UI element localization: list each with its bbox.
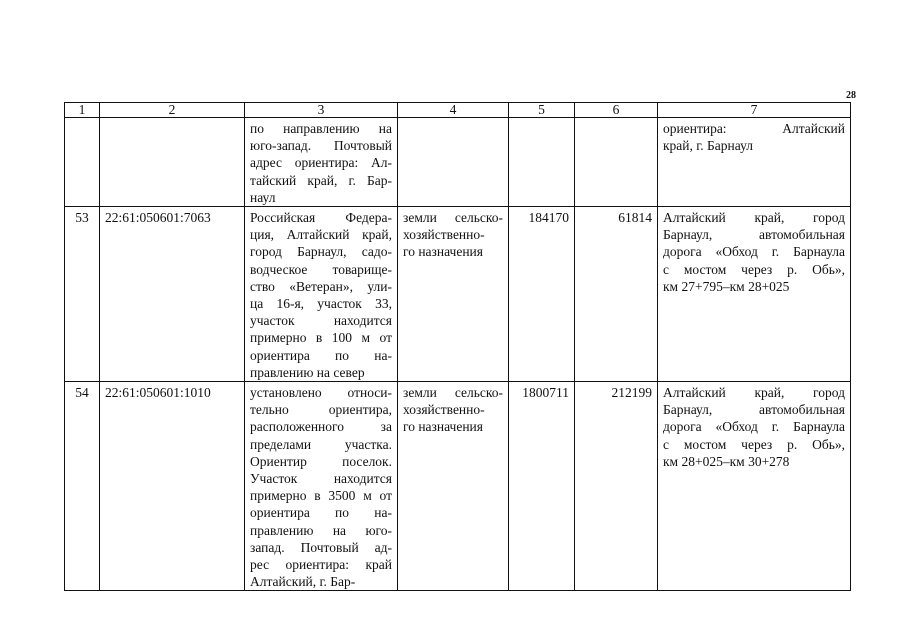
location-cell-line: ориентира по на- xyxy=(250,347,392,363)
location-cell-line: водческое товарище- xyxy=(250,261,392,277)
location-cell-line: запад. Почтовый ад- xyxy=(250,539,392,555)
column-header: 6 xyxy=(575,103,658,118)
land-category-cell xyxy=(398,207,509,382)
location-cell-line: адрес ориентира: Ал- xyxy=(250,155,392,171)
location-cell-line: правлению на юго- xyxy=(250,522,392,538)
location-cell-line: наул xyxy=(250,189,276,205)
road-location-cell-line: дорога «Обход г. Барнаула xyxy=(663,244,845,260)
location-cell-line: Российская Федера- xyxy=(250,210,392,226)
location-cell-line: тайский край, г. Бар- xyxy=(250,172,392,188)
location-cell-line: ция, Алтайский край, xyxy=(250,227,392,243)
table-row xyxy=(65,382,851,591)
land-category-cell-line: земли сельско- xyxy=(403,385,503,401)
value-cell: 61814 xyxy=(575,207,658,382)
road-location-cell-line: Барнаул, автомобильная xyxy=(663,402,845,418)
road-location-cell xyxy=(658,207,851,382)
column-number-row xyxy=(65,103,851,118)
row-number-cell: 53 xyxy=(65,207,100,382)
location-cell-line: пределами участка. xyxy=(250,436,392,452)
column-header: 3 xyxy=(245,103,398,118)
location-cell-line: примерно в 3500 м от xyxy=(250,488,392,504)
column-header: 2 xyxy=(100,103,245,118)
location-cell-line: Участок находится xyxy=(250,471,392,487)
column-header: 4 xyxy=(398,103,509,118)
cadastral-number-cell: 22:61:050601:7063 xyxy=(100,207,245,382)
location-cell xyxy=(245,382,398,591)
area-cell: 184170 xyxy=(509,207,575,382)
location-cell-line: установлено относи- xyxy=(250,385,392,401)
location-cell-line: примерно в 100 м от xyxy=(250,330,392,346)
table-row xyxy=(65,207,851,382)
road-location-cell xyxy=(658,382,851,591)
location-cell xyxy=(245,118,398,207)
location-cell xyxy=(245,207,398,382)
land-category-cell-line: го назначения xyxy=(403,244,483,260)
road-location-cell-line: км 27+795–км 28+025 xyxy=(663,278,790,294)
cadastral-number-cell xyxy=(100,118,245,207)
row-number-cell: 54 xyxy=(65,382,100,591)
column-header: 7 xyxy=(658,103,851,118)
land-category-cell-line: земли сельско- xyxy=(403,210,503,226)
road-location-cell-line: с мостом через р. Обь», xyxy=(663,436,845,452)
cadastral-number-cell: 22:61:050601:1010 xyxy=(100,382,245,591)
value-cell xyxy=(575,118,658,207)
road-location-cell-line: Барнаул, автомобильная xyxy=(663,227,845,243)
road-location-cell xyxy=(658,118,851,207)
value-cell: 212199 xyxy=(575,382,658,591)
row-number-cell xyxy=(65,118,100,207)
land-category-cell-line: хозяйственно- xyxy=(403,402,485,418)
land-category-cell-line: го назначения xyxy=(403,419,483,435)
location-cell-line: город Барнаул, садо- xyxy=(250,244,392,260)
table-row xyxy=(65,118,851,207)
land-plots-table xyxy=(64,102,851,591)
land-category-cell-line: хозяйственно- xyxy=(403,227,485,243)
road-location-cell-line: дорога «Обход г. Барнаула xyxy=(663,419,845,435)
location-cell-line: юго-запад. Почтовый xyxy=(250,138,392,154)
road-location-cell-line: край, г. Барнаул xyxy=(663,138,753,154)
location-cell-line: расположенного за xyxy=(250,419,392,435)
location-cell-line: правлению на север xyxy=(250,364,365,380)
road-location-cell-line: Алтайский край, город xyxy=(663,385,845,401)
location-cell-line: ориентира по на- xyxy=(250,505,392,521)
road-location-cell-line: Алтайский край, город xyxy=(663,210,845,226)
location-cell-line: тельно ориентира, xyxy=(250,402,392,418)
road-location-cell-line: ориентира: Алтайский xyxy=(663,121,845,136)
location-cell-line: рес ориентира: край xyxy=(250,557,392,573)
area-cell xyxy=(509,118,575,207)
column-header: 1 xyxy=(65,103,100,118)
column-header: 5 xyxy=(509,103,575,118)
location-cell-line: ство «Ветеран», ули- xyxy=(250,278,392,294)
location-cell-line: Алтайский, г. Бар- xyxy=(250,574,356,590)
location-cell-line: по направлению на xyxy=(250,121,392,136)
road-location-cell-line: км 28+025–км 30+278 xyxy=(663,453,790,469)
area-cell: 1800711 xyxy=(509,382,575,591)
location-cell-line: участок находится xyxy=(250,313,392,329)
land-category-cell xyxy=(398,382,509,591)
page-number: 28 xyxy=(846,90,856,101)
location-cell-line: Ориентир поселок. xyxy=(250,453,392,469)
road-location-cell-line: с мостом через р. Обь», xyxy=(663,261,845,277)
land-category-cell xyxy=(398,118,509,207)
location-cell-line: ца 16-я, участок 33, xyxy=(250,296,392,312)
